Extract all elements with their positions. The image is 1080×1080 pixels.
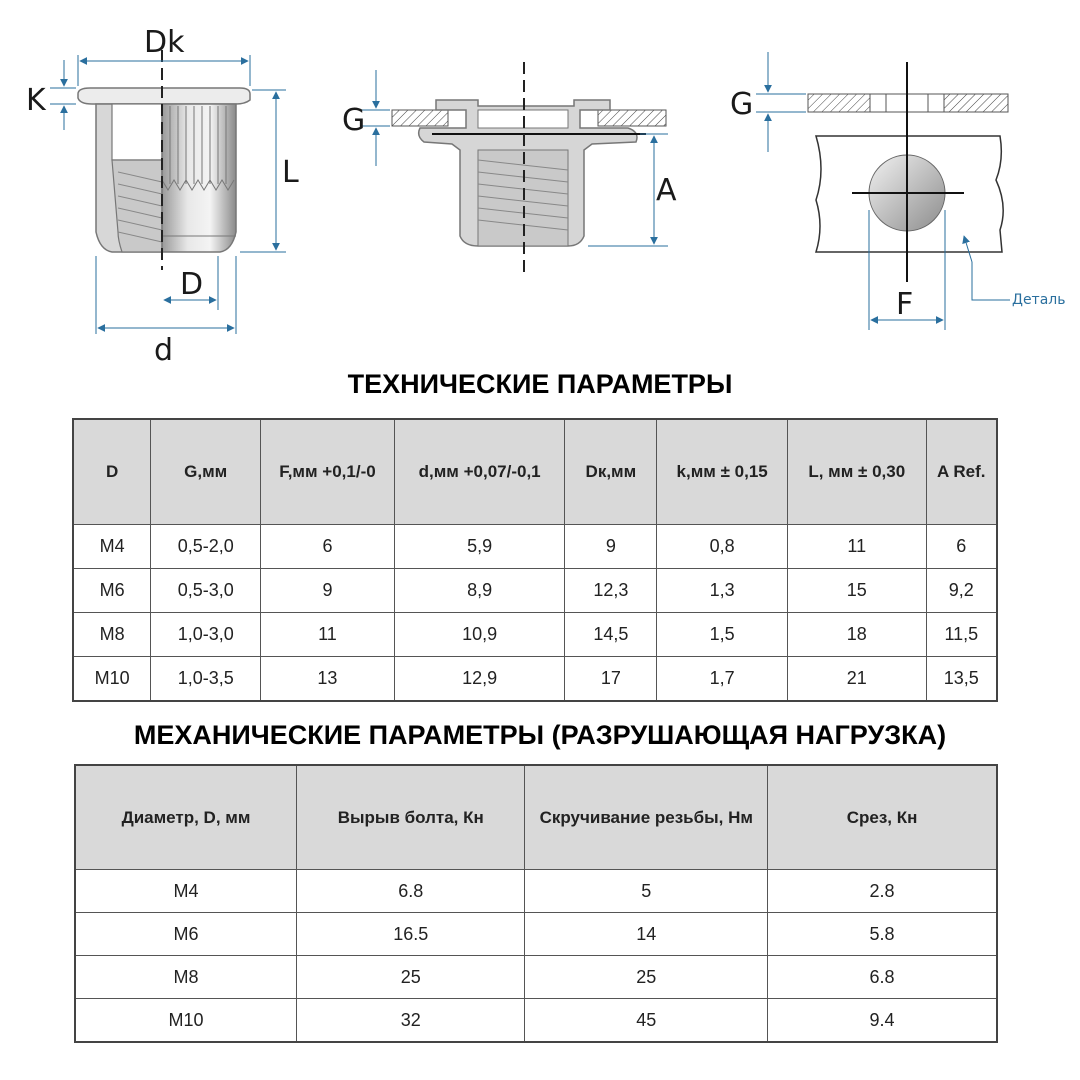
label-a: A (656, 173, 677, 208)
col-header-g: G,мм (151, 419, 261, 525)
installed-nut-section-view (342, 62, 677, 272)
table-cell: 25 (525, 956, 768, 999)
table-cell: 6 (926, 525, 997, 569)
table-cell: М4 (73, 525, 151, 569)
col-header-shear: Срез, Кн (768, 765, 997, 870)
table-cell: 25 (297, 956, 525, 999)
table-cell: М10 (73, 657, 151, 702)
table-cell: 1,5 (657, 613, 788, 657)
table-cell: 11,5 (926, 613, 997, 657)
label-g-right: G (730, 87, 754, 122)
rivet-nut-side-view (26, 25, 299, 368)
table-cell: 1,7 (657, 657, 788, 702)
table-cell: М6 (73, 569, 151, 613)
table-cell: 9 (261, 569, 395, 613)
technical-parameters-table (72, 418, 998, 702)
table-cell: 1,0-3,0 (151, 613, 261, 657)
technical-drawings (0, 0, 1080, 370)
table-cell: 32 (297, 999, 525, 1043)
table-header-row (73, 419, 997, 525)
table-cell: 14,5 (565, 613, 657, 657)
table-cell: 5.8 (768, 913, 997, 956)
table-cell: М10 (75, 999, 297, 1043)
col-header-a: A Ref. (926, 419, 997, 525)
label-dk: Dk (144, 25, 185, 60)
technical-parameters-title: ТЕХНИЧЕСКИЕ ПАРАМЕТРЫ (347, 369, 733, 399)
table-cell: 10,9 (394, 613, 565, 657)
table-cell: 15 (787, 569, 926, 613)
table-cell: 1,3 (657, 569, 788, 613)
table-cell: М4 (75, 870, 297, 913)
table-cell: 12,3 (565, 569, 657, 613)
table-cell: 0,5-3,0 (151, 569, 261, 613)
label-k: K (26, 83, 46, 118)
col-header-torque: Скручивание резьбы, Нм (525, 765, 768, 870)
table-cell: 5 (525, 870, 768, 913)
table-cell: 8,9 (394, 569, 565, 613)
table-cell: 6 (261, 525, 395, 569)
col-header-l: L, мм ± 0,30 (787, 419, 926, 525)
table-cell: М8 (73, 613, 151, 657)
table-cell: 6.8 (297, 870, 525, 913)
table-cell: 45 (525, 999, 768, 1043)
table-cell: 16.5 (297, 913, 525, 956)
table-row (73, 613, 997, 657)
label-d-inner: D (180, 267, 204, 302)
table-cell: 18 (787, 613, 926, 657)
col-header-k: k,мм ± 0,15 (657, 419, 788, 525)
mechanical-parameters-title: МЕХАНИЧЕСКИЕ ПАРАМЕТРЫ (РАЗРУШАЮЩАЯ НАГРУЗКА) (133, 720, 947, 750)
label-g-middle: G (342, 103, 366, 138)
table-cell: 13 (261, 657, 395, 702)
table-cell: 13,5 (926, 657, 997, 702)
table-row (73, 569, 997, 613)
mounting-hole-view (730, 52, 1065, 330)
table-cell: 1,0-3,5 (151, 657, 261, 702)
table-cell: М8 (75, 956, 297, 999)
table-cell: 11 (261, 613, 395, 657)
table-row (75, 913, 997, 956)
label-l: L (282, 155, 299, 190)
table-cell: 2.8 (768, 870, 997, 913)
table-cell: 9,2 (926, 569, 997, 613)
table-cell: 5,9 (394, 525, 565, 569)
table-cell: 0,5-2,0 (151, 525, 261, 569)
table-row (75, 956, 997, 999)
table-row (73, 525, 997, 569)
table-cell: 11 (787, 525, 926, 569)
col-header-pullout: Вырыв болта, Кн (297, 765, 525, 870)
table-cell: 21 (787, 657, 926, 702)
table-cell: 9.4 (768, 999, 997, 1043)
table-cell: 12,9 (394, 657, 565, 702)
table-header-row (75, 765, 997, 870)
table-cell: 14 (525, 913, 768, 956)
table-row (73, 657, 997, 702)
col-header-d-outer: d,мм +0,07/-0,1 (394, 419, 565, 525)
table-cell: 0,8 (657, 525, 788, 569)
label-detail: Деталь (1012, 292, 1066, 308)
col-header-f: F,мм +0,1/-0 (261, 419, 395, 525)
mechanical-parameters-table (74, 764, 998, 1043)
table-cell: М6 (75, 913, 297, 956)
table-cell: 9 (565, 525, 657, 569)
col-header-diameter: Диаметр, D, мм (75, 765, 297, 870)
table-cell: 17 (565, 657, 657, 702)
label-f: F (896, 287, 914, 322)
table-cell: 6.8 (768, 956, 997, 999)
col-header-dk: Dк,мм (565, 419, 657, 525)
label-d-outer: d (154, 333, 174, 368)
table-row (75, 999, 997, 1043)
col-header-d: D (73, 419, 151, 525)
table-row (75, 870, 997, 913)
